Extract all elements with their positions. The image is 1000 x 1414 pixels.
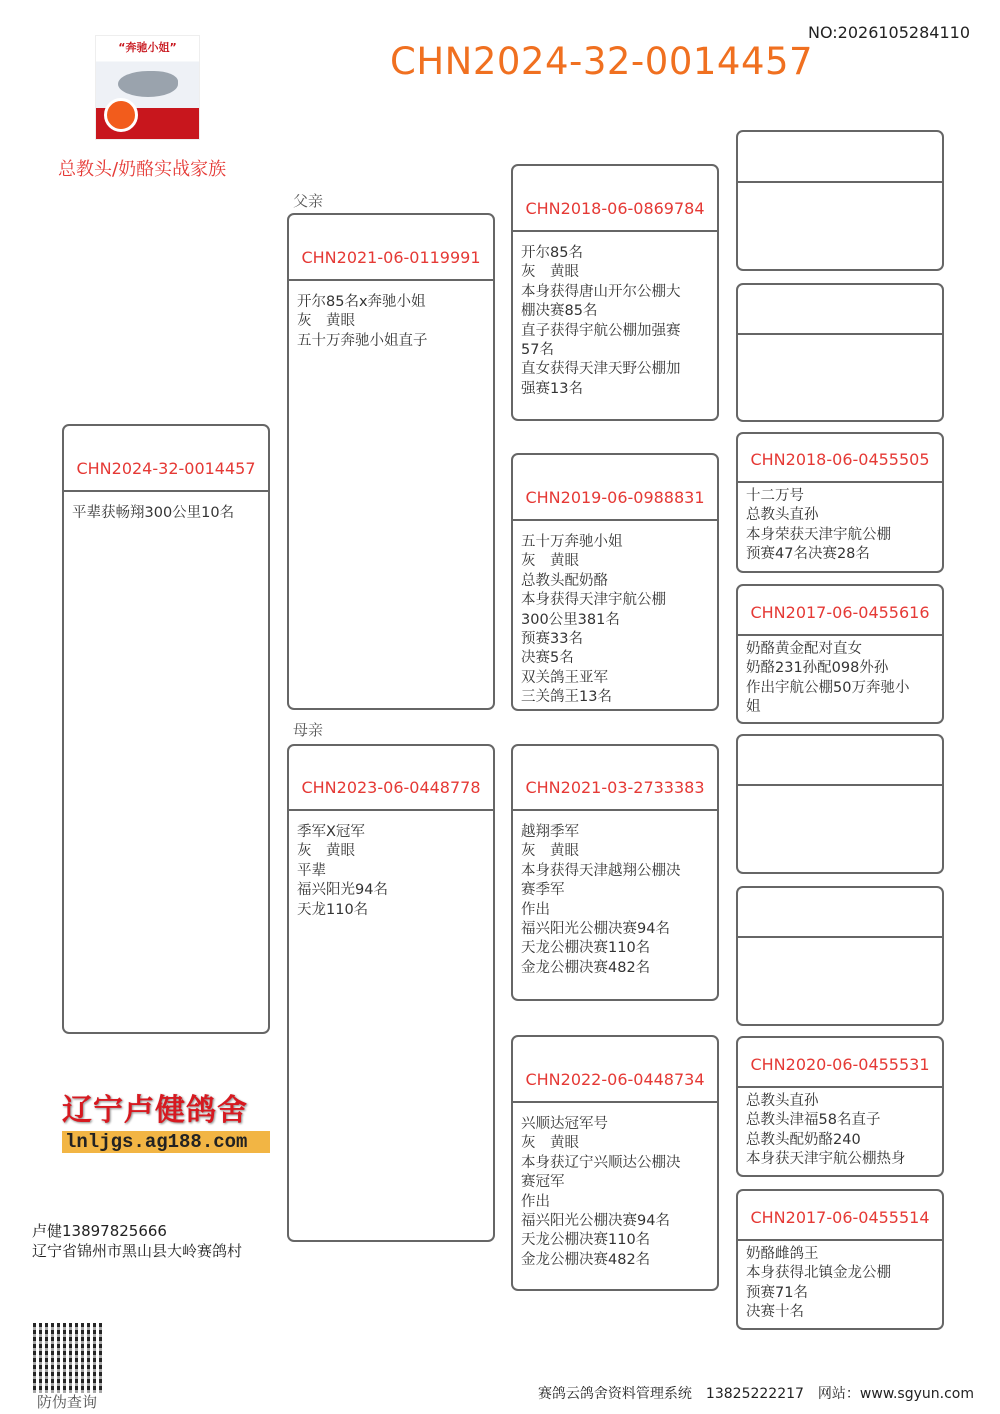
note-line: 总教头配奶酪 [521,572,608,589]
note-line: 平辈 [297,862,326,879]
note-line: 决赛5名 [521,650,574,667]
note-line: 本身获得天津越翔公棚决 [521,862,681,879]
loft-brand-logo [62,1085,270,1153]
ring-number [738,736,942,786]
contact-phone: 卢健13897825666 [32,1222,167,1240]
pedigree-card-ss[interactable] [511,164,719,421]
note-line: 作出 [521,1193,550,1210]
note-line: 300公里381名 [521,611,620,628]
pedigree-card-sdd[interactable] [736,584,944,724]
note-line: 五十万奔驰小姐直子 [297,332,428,349]
family-line: 总教头/奶酪实战家族 [58,159,227,180]
ring-number: CHN2021-06-0119991 [289,215,493,281]
pedigree-card-dds[interactable] [736,1036,944,1177]
note-line: 天龙公棚决赛110名 [521,940,651,957]
card-notes [297,293,487,351]
ring-number: CHN2020-06-0455531 [738,1038,942,1088]
contact-address: 辽宁省锦州市黑山县大岭赛鸽村 [32,1242,243,1260]
note-line: 奶酪黄金配对直女 [746,641,862,657]
pedigree-card-dam[interactable] [287,744,495,1242]
note-line: 双关鸽王亚军 [521,669,608,686]
pedigree-card-subject[interactable] [62,424,270,1034]
pigeon-logo-image [95,35,200,140]
card-notes [746,487,936,565]
sire-label: 父亲 [293,192,324,210]
eye-icon [104,98,138,132]
ring-number: CHN2019-06-0988831 [513,455,717,521]
note-line: 平辈获畅翔300公里10名 [72,505,235,521]
card-notes [521,533,711,708]
note-line: 本身获天津宇航公棚热身 [746,1151,906,1168]
note-line: 总教头津福58名直子 [746,1112,881,1129]
logo-caption: “奔驰小姐” [118,41,177,54]
document-number: NO:2026105284110 [807,23,970,42]
footer-text: 赛鸽云鸽舍资料管理系统 13825222217 网站：www.sgyun.com [537,1386,974,1402]
note-line: 本身获得唐山开尔公棚大 [521,283,681,300]
ring-number: CHN2023-06-0448778 [289,746,493,811]
pedigree-card-sd[interactable] [511,453,719,711]
note-line: 预赛47名决赛28名 [746,546,870,563]
pedigree-card-dd[interactable] [511,1035,719,1291]
ring-number [738,132,942,183]
brand-url: lnljgs.ag188.com [62,1131,270,1153]
note-line: 奶酪231孙配098外孙 [746,660,889,677]
ring-number: CHN2024-32-0014457 [64,426,268,492]
brand-name: 辽宁卢健鸽舍 [62,1093,248,1128]
qr-code-icon[interactable] [33,1323,103,1393]
card-notes [72,504,262,523]
note-line: 预赛33名 [521,631,583,648]
note-line: 灰 黄眼 [521,264,579,281]
note-line: 本身获辽宁兴顺达公棚决 [521,1154,681,1171]
note-line: 赛冠军 [521,1174,565,1191]
pigeon-icon [118,71,178,97]
ring-number: CHN2017-06-0455616 [738,586,942,636]
note-line: 十二万号 [746,488,804,504]
ring-number: CHN2018-06-0869784 [513,166,717,232]
note-line: 福兴阳光公棚决赛94名 [521,921,670,938]
note-line: 金龙公棚决赛482名 [521,1251,651,1268]
note-line: 57名 [521,342,554,359]
note-line: 兴顺达冠军号 [521,1116,608,1132]
card-notes [521,823,711,978]
note-line: 决赛十名 [746,1304,804,1321]
note-line: 开尔85名 [521,245,583,261]
page-title: CHN2024-32-0014457 [390,40,814,83]
note-line: 灰 黄眼 [521,1135,579,1152]
note-line: 五十万奔驰小姐 [521,534,623,550]
ring-number: CHN2017-06-0455514 [738,1191,942,1241]
note-line: 灰 黄眼 [521,843,579,860]
card-notes [297,823,487,920]
note-line: 直女获得天津天野公棚加 [521,361,681,378]
pedigree-card-dsd[interactable] [736,886,944,1026]
note-line: 本身获得天津宇航公棚 [521,592,666,609]
qr-label: 防伪查询 [37,1393,98,1411]
note-line: 作出宇航公棚50万奔驰小 [746,679,910,696]
note-line: 开尔85名x奔驰小姐 [297,294,426,310]
ring-number [738,285,942,335]
note-line: 本身获得北镇金龙公棚 [746,1265,891,1282]
note-line: 作出 [521,901,550,918]
contact-info [32,1221,242,1261]
note-line: 福兴阳光94名 [297,882,388,899]
ring-number: CHN2018-06-0455505 [738,434,942,483]
pedigree-card-ddd[interactable] [736,1189,944,1330]
note-line: 天龙110名 [297,901,369,918]
note-line: 季军X冠军 [297,824,365,840]
note-line: 金龙公棚决赛482名 [521,959,651,976]
note-line: 灰 黄眼 [297,313,355,330]
pedigree-card-ds[interactable] [511,744,719,1001]
note-line: 赛季军 [521,882,565,899]
card-notes [521,1115,711,1270]
note-line: 直子获得宇航公棚加强赛 [521,322,681,339]
pedigree-card-sss[interactable] [736,130,944,271]
card-notes [746,1245,936,1323]
ring-number: CHN2021-03-2733383 [513,746,717,811]
note-line: 三关鸽王13名 [521,689,612,706]
card-notes [521,244,711,399]
pedigree-card-sire[interactable] [287,213,495,710]
ring-number [738,888,942,938]
card-notes [746,1092,936,1170]
note-line: 棚决赛85名 [521,303,598,320]
note-line: 灰 黄眼 [521,553,579,570]
note-line: 福兴阳光公棚决赛94名 [521,1213,670,1230]
pedigree-card-sds[interactable] [736,432,944,573]
note-line: 灰 黄眼 [297,843,355,860]
note-line: 越翔季军 [521,824,579,840]
note-line: 姐 [746,699,761,716]
pedigree-card-ssd[interactable] [736,283,944,422]
note-line: 总教头配奶酪240 [746,1131,861,1148]
note-line: 强赛13名 [521,380,583,397]
note-line: 本身荣获天津宇航公棚 [746,526,891,543]
note-line: 天龙公棚决赛110名 [521,1232,651,1249]
note-line: 预赛71名 [746,1284,808,1301]
dam-label: 母亲 [293,721,324,739]
pedigree-card-dss[interactable] [736,734,944,874]
note-line: 奶酪雌鸽王 [746,1246,819,1262]
note-line: 总教头直孙 [746,507,819,524]
card-notes [746,640,936,718]
note-line: 总教头直孙 [746,1093,819,1109]
ring-number: CHN2022-06-0448734 [513,1037,717,1103]
